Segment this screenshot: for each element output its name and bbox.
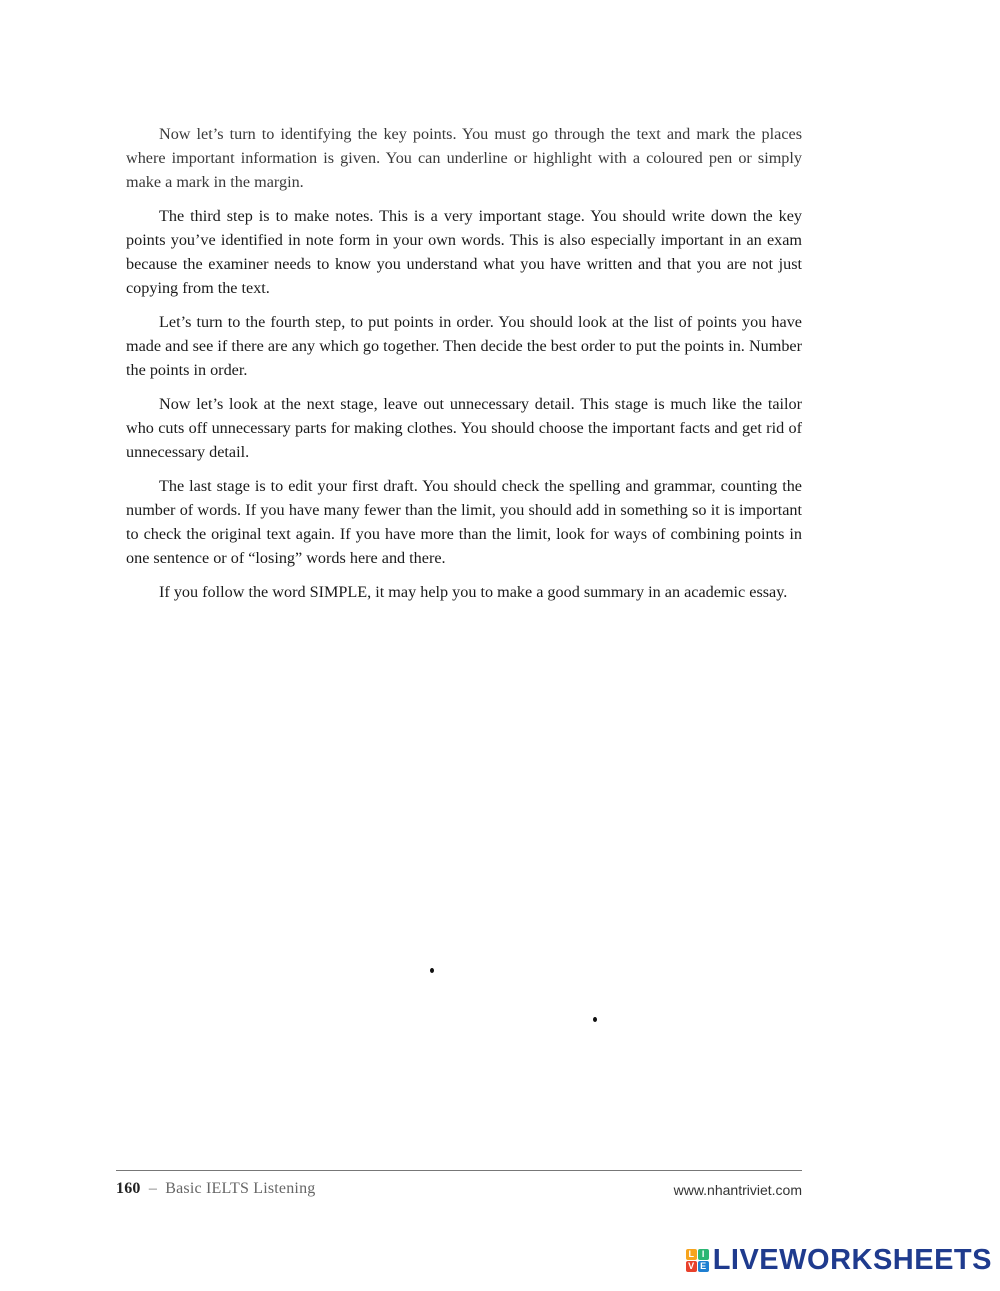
publisher-website: www.nhantriviet.com bbox=[673, 1182, 802, 1198]
footer-page-info bbox=[116, 1180, 315, 1198]
scan-speck bbox=[593, 1017, 597, 1022]
paragraph-leave-out-detail: Now let’s look at the next stage, leave out unnecessary detail. This stage is much like the tailor who cuts off unnecessary parts for making clothes. You should choose the important facts and get rid of unnecessary detail. bbox=[126, 395, 802, 461]
document-body bbox=[126, 122, 802, 614]
page-number: 160 bbox=[116, 1180, 141, 1197]
book-title: Basic IELTS Listening bbox=[165, 1180, 316, 1197]
logo-tile: I bbox=[698, 1249, 709, 1260]
footer-separator: – bbox=[148, 1180, 158, 1197]
scan-speck bbox=[430, 968, 434, 973]
paragraph-identify-key-points: Now let’s turn to identifying the key points. You must go through the text and mark the places where important information is given. You can underline or highlight with a coloured pen or simply make a mark in the margin. bbox=[126, 125, 802, 191]
liveworksheets-logo-icon bbox=[686, 1249, 709, 1272]
paragraph-simple-conclusion: If you follow the word SIMPLE, it may help you to make a good summary in an academic essay. bbox=[159, 583, 788, 601]
paragraph-put-in-order: Let’s turn to the fourth step, to put points in order. You should look at the list of points you have made and see if there are any which go together. Then decide the best order to put the points in. Number the points in order. bbox=[126, 313, 802, 379]
paragraph-edit-draft: The last stage is to edit your first draft. You should check the spelling and grammar, counting the number of words. If you have many fewer than the limit, you should add in something so it is important to check the original text again. If you have more than the limit, look for ways of combining points in one sentence or of “losing” words here and there. bbox=[126, 477, 802, 567]
liveworksheets-wordmark: LIVEWORKSHEETS bbox=[712, 1244, 992, 1276]
logo-tile: E bbox=[698, 1261, 709, 1272]
logo-tile: V bbox=[686, 1261, 697, 1272]
liveworksheets-brand[interactable] bbox=[686, 1244, 992, 1277]
logo-tile: L bbox=[686, 1249, 697, 1260]
footer-divider bbox=[116, 1170, 802, 1171]
paragraph-make-notes: The third step is to make notes. This is a very important stage. You should write down the key points you’ve identified in note form in your own words. This is also especially important in an exam because the examiner needs to know you understand what you have written and that you are not just copying from the text. bbox=[126, 207, 802, 297]
